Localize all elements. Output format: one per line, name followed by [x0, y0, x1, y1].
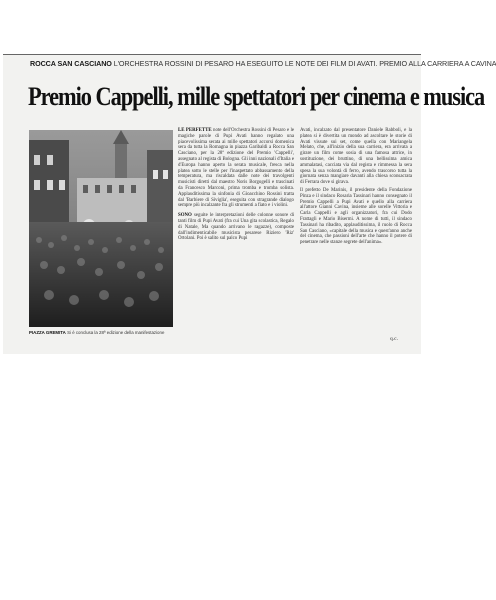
article-column-1: [178, 128, 294, 242]
col1-text: note dell'Orchestra Rossini di Pesaro e le magiche parole di Pupi Avati hanno regalato una piacevolissima serata ai mille spettatori accorsi domenica sera da tutta la Romagna in piazza Garibaldi a Rocca San Casciano, per la 28ª edizione del Premio 'Cappelli', assegnato al regista di Bologna. Gli inni nazionali d'Italia e d'Europa hanno aperto la serata musicale, fresca nella platea sotto le stelle per l'inaspettato abbassamento della temperatura, ma riscaldata dalle note dei travolgenti musicisti diretti dal maestro Noris Borgogelli e trascinati da Francesco Marconi, prima tromba e tromba solista. Applauditissima la sinfonia di Gioacchino Rossini tratta dal 'Barbiere di Siviglia', eseguita con stragrande dialogo sempre più incalzante fra gli strumenti a fiato e i violini.: [178, 128, 294, 209]
col1b-lead: SONO: [178, 213, 192, 219]
kicker-text: L'ORCHESTRA ROSSINI DI PESARO HA ESEGUITO LE NOTE DEI FILM DI AVATI. PREMIO ALLA CARRIERA A CAVINA: [113, 59, 496, 68]
caption-text: Si è conclusa la 28ª edizione della manifestazione: [67, 330, 165, 335]
photo-caption: [29, 330, 174, 335]
col1-lead: LE PERFETTE: [178, 128, 212, 133]
paragraph: Avati, incalzato dal presentatore Daniele Rabboli, e la platea si è divertita un mondo ad ascoltare le storie di Avati vissute sui set, come quella con Mariangela Melato, che, all'inizio della sua carriera, era arrivata a girare un film come sosia di una famosa attrice, in sostituzione, dei bruttino, di una bellissima amica ammalatasi, cacciata via dal regista e rimmessa la sera spesa la sua volontà di ferro, avendo trascorso tutta la giornata senza mangiare davanti alla chiesa sconsacrata di Ferrara dove si girava.: [300, 128, 412, 186]
top-rule: [3, 54, 421, 55]
paragraph: Il prefetto De Marinis, il presidente della Fondazione Pinza e il sindaco Rosaria Tassinari hanno consegnato il Premio Cappelli a Pupi Avati e quello alla carriera all'attore Gianni Cavina, insieme alle sorelle Vittoria e Carla Cappelli e agli organizzatori, fra cui Dodo Frattagli e Mario Bisermi. A nome di tutti, il sindaco Tassinari ha ribadito, applauditissima, il ruolo di Rocca San Casciano, «capitale della musica e quest'anno anche del cinema, che passioni dell'arte che hanno il potere di penetrare nelle stanze segrete dell'anima».: [300, 187, 412, 246]
kicker: [30, 59, 496, 69]
author-signature: q.c.: [390, 336, 398, 342]
article-column-2: [300, 128, 412, 246]
col1b-text: seguite le interpretazioni delle colonne sonore di tanti film di Pupi Avati (fra cui Una gita scolastica, Regalo di Natale, Ma quando arrivano le ragazze), composte dall'indimenticabile musicista pesarese Riziero 'Riz' Ortolani. Poi è salito sul palco Pupi: [178, 213, 294, 242]
headline: Premio Cappelli, mille spettatori per cinema e musica: [28, 82, 485, 111]
kicker-location: ROCCA SAN CASCIANO: [30, 59, 112, 68]
piazza-photo-image: [29, 130, 173, 327]
paragraph: [178, 128, 294, 209]
piazza-photo: [29, 130, 173, 327]
caption-lead: PIAZZA GREMITA: [29, 330, 66, 335]
paragraph: [178, 213, 294, 242]
